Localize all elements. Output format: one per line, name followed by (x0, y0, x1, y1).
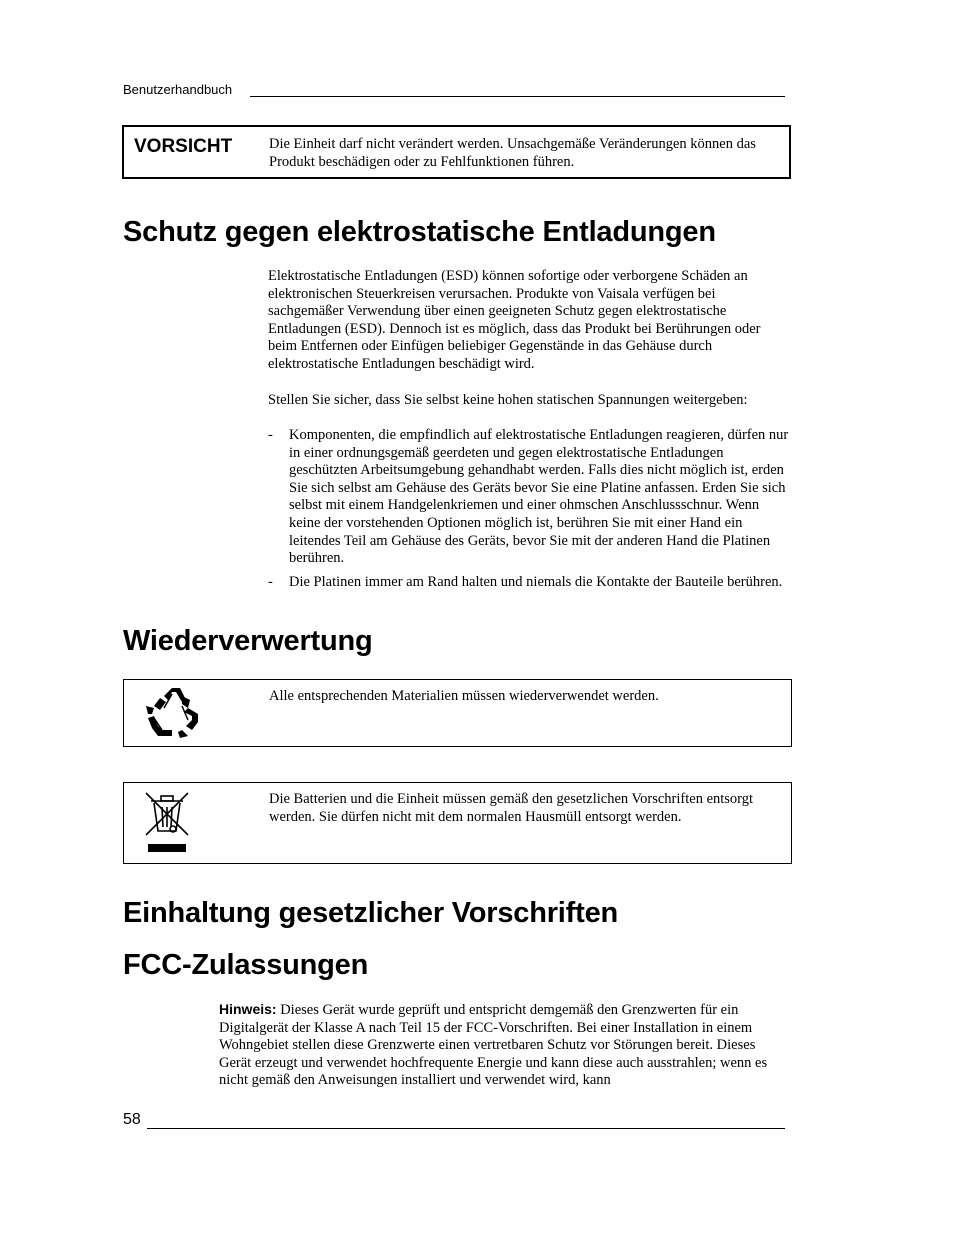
list-item (268, 574, 790, 612)
caution-text: Die Einheit darf nicht verändert werden. Unsachgemäße Veränderungen können das Produkt beschädigen oder zu Fehlfunktionen führen. (269, 136, 756, 170)
footer-rule (147, 1128, 785, 1129)
crossed-out-bin-icon (144, 791, 190, 855)
page-header (123, 82, 785, 100)
esd-heading: Schutz gegen elektrostatische Entladungen (123, 216, 716, 248)
caution-box (122, 125, 791, 179)
header-rule (250, 96, 785, 97)
weee-notice-box (123, 782, 792, 864)
fcc-note (219, 1001, 789, 1090)
caution-label: VORSICHT (134, 136, 233, 157)
page-footer (123, 1111, 785, 1131)
page-number: 58 (123, 1111, 141, 1128)
list-item-text: Die Platinen immer am Rand halten und niemals die Kontakte der Bauteile berühren. (289, 574, 783, 590)
list-item (268, 427, 790, 569)
recycle-text: Alle entsprechenden Materialien müssen wiederverwendet werden. (269, 688, 659, 704)
compliance-heading: Einhaltung gesetzlicher Vorschriften (123, 897, 619, 929)
note-lead: Hinweis: (219, 1001, 277, 1017)
header-title: Benutzerhandbuch (123, 82, 233, 97)
recycle-notice-box (123, 679, 792, 747)
esd-paragraph-2: Stellen Sie sicher, dass Sie selbst keine hohen statischen Spannungen weitergeben: (268, 392, 748, 408)
list-item-text: Komponenten, die empfindlich auf elektrostatische Entladungen reagieren, dürfen nur in einer ordnungsgemäß geerdeten und gegen elektrostatische Entladungen geschützten Arbeitsumgebung gehandhabt werden. Falls dies nicht möglich ist, erden Sie sich selbst am Gehäuse des Geräts bevor Sie eine Platine anfassen. Erden Sie sich selbst mit einem Handgelenkriemen und einer ohmschen Anschlussschnur. Wenn keine der vorstehenden Optionen möglich ist, berühren Sie mit einer Hand ein leitendes Teil am Gehäuse des Geräts, bevor Sie mit der anderen Hand die Platinen berühren. (289, 427, 789, 567)
esd-paragraph-1: Elektrostatische Entladungen (ESD) können sofortige oder verborgene Schäden an elektronischen Steuerkreisen verursachen. Produkte von Vaisala verfügen bei sachgemäßer Verwendung über einen geeigneten Schutz gegen elektrostatische Entladungen (ESD). Dennoch ist es möglich, dass das Produkt bei Berührungen oder beim Entfernen oder Einfügen beliebiger Gegenstände in das Gehäuse durch elektrostatische Entladungen beschädigt wird. (268, 268, 761, 372)
fcc-heading: FCC-Zulassungen (123, 949, 369, 981)
recycling-heading: Wiederverwertung (123, 625, 373, 657)
bullet-marker: - (268, 427, 273, 443)
weee-text: Die Batterien und die Einheit müssen gemäß den gesetzlichen Vorschriften entsorgt werden. Sie dürfen nicht mit dem normalen Hausmüll entsorgt werden. (269, 791, 754, 825)
bullet-marker: - (268, 574, 273, 590)
note-text: Dieses Gerät wurde geprüft und entspricht demgemäß den Grenzwerten für ein Digitalgerät der Klasse A nach Teil 15 der FCC-Vorschriften. Bei einer Installation in einem Wohngebiet stellen diese Grenzwerte einen vertretbaren Schutz vor Störungen bereit. Dieses Gerät erzeugt und verwendet hochfrequente Energie und kann diese auch ausstrahlen; wenn es nicht gemäß den Anweisungen installiert und verwendet wird, kann (219, 1002, 768, 1089)
recycle-icon (142, 686, 202, 740)
